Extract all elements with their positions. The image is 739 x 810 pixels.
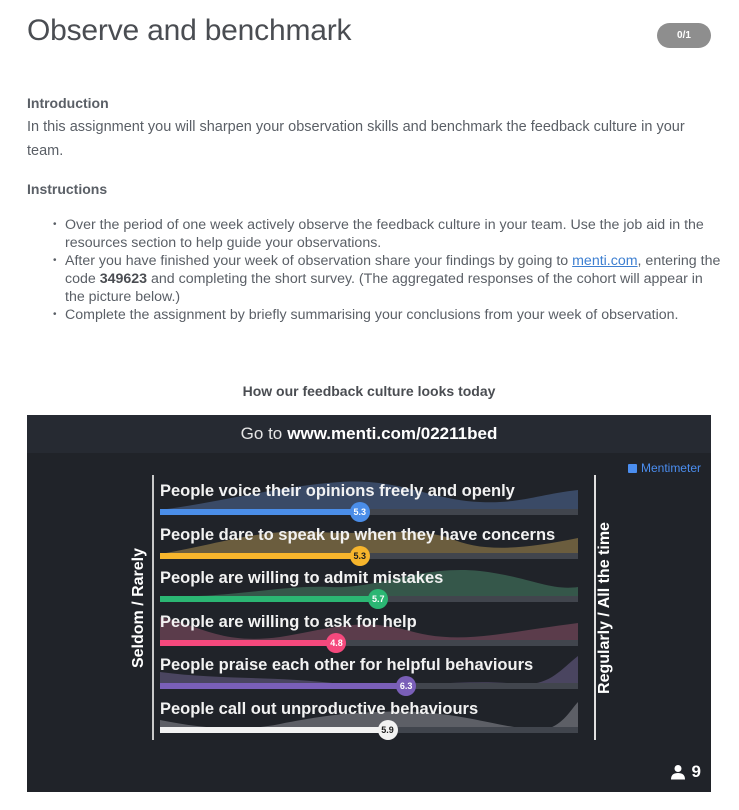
statement-label: People call out unproductive behaviours bbox=[160, 700, 479, 718]
statement-label: People are willing to admit mistakes bbox=[160, 569, 444, 588]
progress-badge: 0/1 bbox=[657, 23, 711, 48]
instruction-item bbox=[52, 252, 722, 306]
instructions-list bbox=[52, 216, 722, 324]
score-value-badge: 5.9 bbox=[378, 720, 398, 740]
score-bar bbox=[160, 553, 360, 559]
introduction-text: In this assignment you will sharpen your observation skills and benchmark the feedback culture in your team. bbox=[27, 119, 685, 159]
participant-count bbox=[670, 762, 701, 782]
banner-prefix: Go to bbox=[240, 424, 283, 443]
statement-label: People are willing to ask for help bbox=[160, 612, 417, 631]
scale-row bbox=[160, 565, 578, 609]
left-axis-line bbox=[152, 475, 154, 740]
mentimeter-logo-icon bbox=[628, 464, 637, 473]
instruction-text: After you have finished your week of observation share your findings by going to bbox=[65, 253, 573, 269]
introduction-heading: Introduction bbox=[27, 95, 109, 111]
survey-code: 349623 bbox=[99, 271, 148, 287]
score-value-badge: 6.3 bbox=[396, 676, 416, 696]
score-value-badge: 5.7 bbox=[368, 589, 388, 609]
score-bar bbox=[160, 727, 388, 733]
page-title: Observe and benchmark bbox=[27, 14, 352, 47]
mentimeter-results-image bbox=[27, 415, 711, 792]
score-bar bbox=[160, 596, 378, 602]
statement-label: People praise each other for helpful behaviours bbox=[160, 656, 534, 675]
statement-label: People dare to speak up when they have concerns bbox=[160, 525, 556, 544]
instruction-item: • Complete the assignment by briefly summarising your conclusions from your week of observation. bbox=[52, 306, 722, 324]
score-value-badge: 5.3 bbox=[350, 546, 370, 566]
brand-name: Mentimeter bbox=[640, 461, 701, 475]
instruction-text: , entering the code bbox=[65, 253, 721, 287]
person-icon bbox=[670, 764, 686, 780]
right-axis-label: Regularly / All the time bbox=[596, 522, 613, 694]
score-bar bbox=[160, 509, 360, 515]
score-bar bbox=[160, 640, 336, 646]
score-value-badge: 4.8 bbox=[326, 633, 346, 653]
scale-row bbox=[160, 652, 578, 696]
statement-label: People voice their opinions freely and openly bbox=[160, 482, 515, 500]
participant-number: 9 bbox=[691, 762, 701, 781]
banner-url: www.menti.com/02211bed bbox=[287, 424, 498, 443]
score-value-badge: 5.3 bbox=[350, 502, 370, 522]
instruction-item: • Over the period of one week actively observe the feedback culture in your team. Use the job aid in the resources section to help guide your observations. bbox=[52, 216, 722, 252]
instructions-heading: Instructions bbox=[27, 181, 108, 197]
scale-row bbox=[160, 609, 578, 653]
figure-caption: How our feedback culture looks today bbox=[242, 383, 496, 399]
mentimeter-logo bbox=[628, 461, 701, 475]
left-axis-label: Seldom / Rarely bbox=[130, 547, 147, 669]
score-bar bbox=[160, 683, 406, 689]
menti-link[interactable]: menti.com bbox=[572, 253, 638, 269]
scale-row bbox=[160, 478, 578, 522]
menti-banner bbox=[27, 415, 711, 453]
scale-row bbox=[160, 522, 578, 566]
instruction-text: and completing the short survey. (The aggregated responses of the cohort will appear in the picture below.) bbox=[65, 271, 703, 305]
scale-row bbox=[160, 696, 578, 740]
